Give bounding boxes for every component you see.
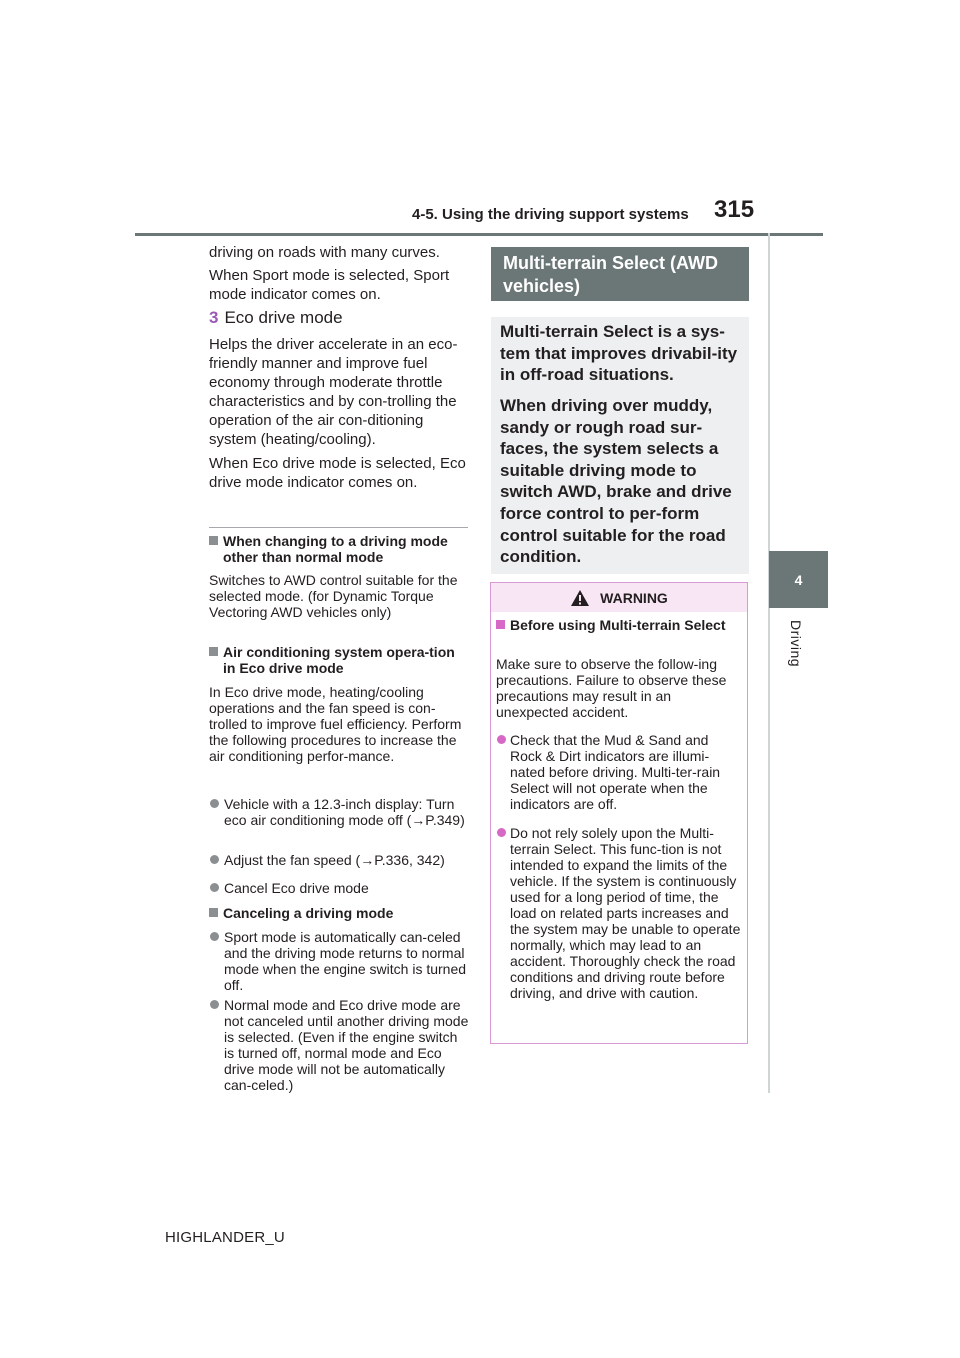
eco-drive-heading — [209, 308, 471, 328]
paragraph-curves: driving on roads with many curves. — [209, 244, 440, 261]
warning-triangle-icon — [570, 589, 590, 607]
list-item: Normal mode and Eco drive mode are not canceled until another driving mode is selected. (Even if the engine switch is turned off, normal mode and Eco drive mode will not be automatically can-celed.) — [209, 997, 471, 1109]
list-item: Check that the Mud & Sand and Rock & Dirt indicators are illumi-nated before driving. Multi-ter-rain Select will not operate when the indicators are off. — [496, 732, 742, 796]
side-divider — [768, 233, 770, 1093]
square-bullet-icon — [496, 620, 505, 629]
warning-label: WARNING — [600, 589, 668, 606]
multi-terrain-intro: Multi-terrain Select is a sys-tem that improves drivabil-ity in off-road situations. — [500, 322, 738, 385]
list-item: Cancel Eco drive mode — [209, 880, 471, 896]
warning-title — [496, 617, 742, 633]
round-bullet-icon — [210, 932, 219, 941]
square-bullet-icon — [209, 908, 218, 917]
header-rule — [135, 233, 823, 236]
round-bullet-icon — [210, 883, 219, 892]
round-bullet-icon — [210, 799, 219, 808]
note-body-air-conditioning: In Eco drive mode, heating/cooling operations and the fan speed is con-trolled to improve fuel efficiency. Perform the following procedures to increase the air conditioning perfor-mance. — [209, 684, 462, 764]
note-title-air-conditioning — [209, 644, 471, 676]
note-title-text: When changing to a driving mode other than normal mode — [223, 533, 448, 565]
page-number: 315 — [714, 196, 755, 223]
paragraph-eco-description: Helps the driver accelerate in an eco-friendly manner and improve fuel economy through moderate throttle characteristics and by con-trolling the operation of the air con-ditioning system (heating/cooling). — [209, 336, 458, 448]
square-bullet-icon — [209, 536, 218, 545]
warning-title-text: Before using Multi-terrain Select — [510, 617, 726, 633]
note-title-canceling — [209, 905, 471, 921]
section-title: 4-5. Using the driving support systems — [412, 206, 689, 223]
chapter-tab: 4 — [769, 551, 828, 608]
list-item: Sport mode is automatically can-celed and the driving mode returns to normal mode when the engine switch is turned off. — [209, 929, 471, 993]
round-bullet-icon — [210, 1000, 219, 1009]
note-title-text: Canceling a driving mode — [223, 905, 394, 921]
round-bullet-icon — [210, 855, 219, 864]
eco-heading-text: Eco drive mode — [224, 308, 343, 327]
round-bullet-icon — [497, 828, 506, 837]
note-title-text: Air conditioning system opera-tion in Eco drive mode — [223, 644, 455, 676]
section-separator — [209, 527, 468, 528]
warning-body: Make sure to observe the follow-ing precautions. Failure to observe these precautions may result in an unexpected accident. — [496, 656, 727, 720]
note-body-changing-mode: Switches to AWD control suitable for the selected mode. (for Dynamic Torque Vectoring AWD vehicles only) — [209, 572, 458, 620]
warning-header — [491, 583, 747, 612]
paragraph-sport-indicator: When Sport mode is selected, Sport mode indicator comes on. — [209, 267, 450, 303]
list-item: Do not rely solely upon the Multi-terrain Select. This func-tion is not intended to expand the limits of the vehicle. If the system is continuously used for a long period of time, the load on related parts increases and the system may be unable to operate normally, which may lead to an accident. Thoroughly check the road conditions and driving route before driving, and drive with caution. — [496, 825, 742, 1033]
eco-heading-number: 3 — [209, 308, 219, 327]
list-item: Adjust the fan speed (→P.336, 342) — [209, 852, 471, 884]
footer-model: HIGHLANDER_U — [165, 1229, 285, 1246]
multi-terrain-heading: Multi-terrain Select (AWD vehicles) — [491, 247, 749, 301]
list-item: Vehicle with a 12.3-inch display: Turn eco air conditioning mode off (→P.349) — [209, 796, 471, 844]
square-bullet-icon — [209, 647, 218, 656]
multi-terrain-description: When driving over muddy, sandy or rough road sur-faces, the system selects a suitable driving mode to switch AWD, brake and drive force control to per-form control suitable for the road condition. — [500, 396, 732, 567]
round-bullet-icon — [497, 735, 506, 744]
note-title-changing-mode — [209, 533, 471, 565]
chapter-label: Driving — [788, 620, 804, 668]
paragraph-eco-indicator: When Eco drive mode is selected, Eco drive mode indicator comes on. — [209, 455, 466, 491]
